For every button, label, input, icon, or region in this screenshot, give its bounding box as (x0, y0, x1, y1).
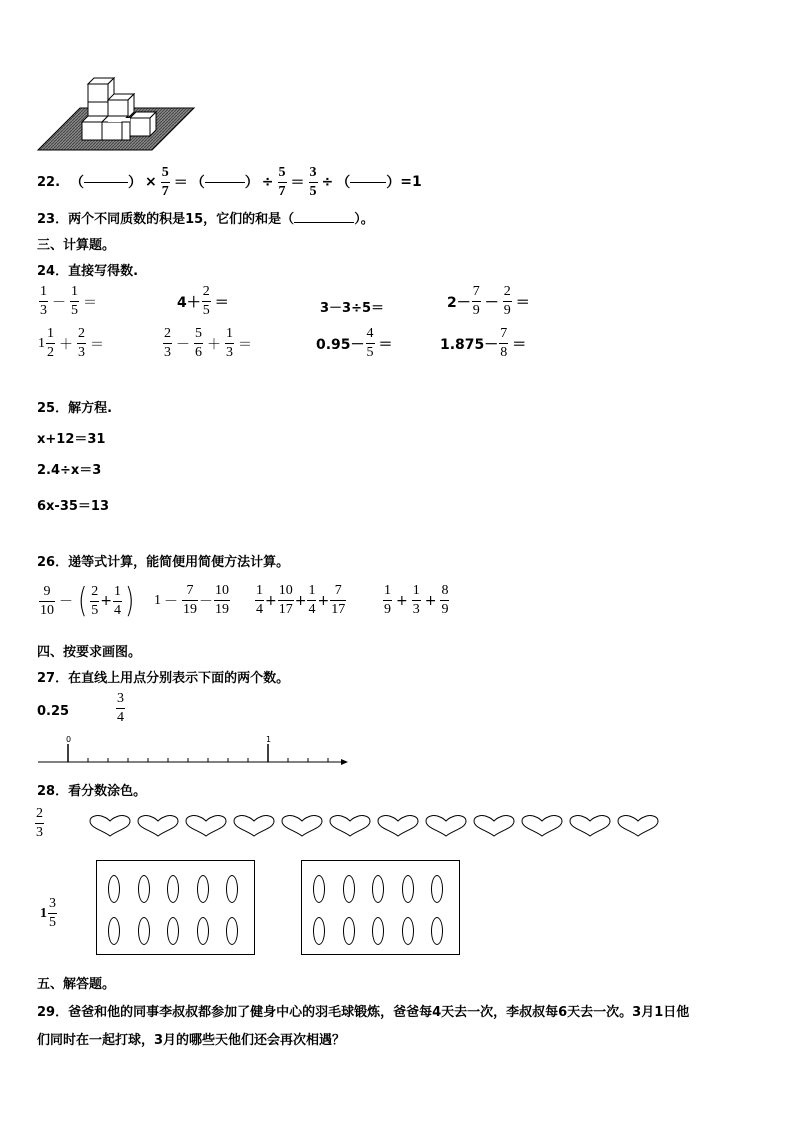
q27-value-2: $\frac{3}{4}$ (117, 691, 124, 725)
oval-shape[interactable] (313, 875, 325, 903)
q22-blank-3[interactable] (350, 182, 386, 183)
q25-equation-3: 6x-35＝13 (37, 499, 110, 514)
q28-fraction-2-3: $\frac{2}{3}$ (36, 806, 43, 840)
oval-shape[interactable] (431, 917, 443, 945)
q24-expr-3: 3－3÷5＝ (320, 301, 385, 316)
q26-expr-1: $\frac{9}{10}$ － ( $\frac{2}{5}$ + $\frac{1}{4}$ ) (40, 581, 135, 621)
oval-shape[interactable] (108, 875, 120, 903)
oval-shape[interactable] (226, 875, 238, 903)
question-24-title: 24．直接写得数. (37, 264, 139, 279)
oval-shape[interactable] (372, 875, 384, 903)
q25-equation-2: 2.4÷x＝3 (37, 463, 102, 478)
q22-blank-1[interactable] (84, 182, 128, 183)
q28-mixed-number: 1 $\frac{3}{5}$ (40, 896, 56, 930)
oval-shape[interactable] (167, 875, 179, 903)
q25-equation-1: x+12＝31 (37, 432, 106, 447)
q24-expr-6: $\frac{2}{3}$ － $\frac{5}{6}$ ＋ $\frac{1}{3}$ ＝ (164, 326, 252, 360)
question-23: 23．两个不同质数的积是15，它们的和是（ ）。 (37, 212, 374, 227)
oval-shape[interactable] (138, 875, 150, 903)
oval-shape[interactable] (197, 917, 209, 945)
heart-shape[interactable] (520, 814, 564, 838)
heart-shape[interactable] (184, 814, 228, 838)
oval-shape[interactable] (402, 917, 414, 945)
number-line-tick-1: 1 (266, 735, 272, 744)
oval-shape[interactable] (226, 917, 238, 945)
question-25-title: 25．解方程. (37, 401, 113, 416)
q26-expr-4: $\frac{1}{9}$ + $\frac{1}{3}$ + $\frac{8}{9}$ (384, 583, 449, 617)
heart-shape[interactable] (88, 814, 132, 838)
heart-shape[interactable] (376, 814, 420, 838)
heart-shape[interactable] (424, 814, 468, 838)
oval-shape[interactable] (197, 875, 209, 903)
question-29-line-2: 们同时在一起打球，3月的哪些天他们还会再次相遇？ (37, 1033, 346, 1048)
heart-shape[interactable] (280, 814, 324, 838)
question-29-line-1: 29．爸爸和他的同事李叔叔都参加了健身中心的羽毛球锻炼，爸爸每4天去一次，李叔叔每6天去一次。3月1日他 (37, 1005, 690, 1020)
question-22: 22. （ ） × $\frac{5}{7}$ ＝ （ ） ÷ $\frac{5}{7}$ ＝ $\frac{3}{5}$ ÷ （ ） =1 (37, 164, 422, 199)
number-line-tick-0: 0 (66, 735, 72, 744)
question-28-title: 28．看分数涂色。 (37, 784, 147, 799)
q26-expr-2: 1 － $\frac{7}{19}$ － $\frac{10}{19}$ (154, 583, 229, 617)
oval-shape[interactable] (343, 875, 355, 903)
number-line[interactable] (36, 734, 352, 768)
heart-shape[interactable] (472, 814, 516, 838)
q24-expr-5: 1 $\frac{1}{2}$ ＋ $\frac{2}{3}$ ＝ (38, 326, 104, 360)
section-3-heading: 三、计算题。 (37, 238, 116, 253)
q22-fraction-1: $\frac{5}{7}$ (161, 164, 169, 199)
oval-shape[interactable] (313, 917, 325, 945)
heart-shape[interactable] (136, 814, 180, 838)
q22-fraction-3: $\frac{3}{5}$ (309, 164, 317, 199)
q27-value-1: 0.25 (37, 704, 70, 719)
oval-shape[interactable] (138, 917, 150, 945)
section-4-heading: 四、按要求画图。 (37, 645, 142, 660)
q24-expr-1: $\frac{1}{3}$ － $\frac{1}{5}$ ＝ (40, 284, 97, 318)
q24-expr-7: 0.95－ $\frac{4}{5}$ ＝ (316, 326, 393, 360)
q22-fraction-2: $\frac{5}{7}$ (278, 164, 286, 199)
heart-shape[interactable] (328, 814, 372, 838)
question-27-title: 27．在直线上用点分别表示下面的两个数。 (37, 671, 290, 686)
oval-shape[interactable] (431, 875, 443, 903)
heart-shape[interactable] (232, 814, 276, 838)
oval-shape[interactable] (343, 917, 355, 945)
oval-shape[interactable] (372, 917, 384, 945)
cube-stack-figure (36, 76, 196, 156)
question-26-title: 26．递等式计算，能简便用简便方法计算。 (37, 555, 290, 570)
q24-expr-2: 4＋ $\frac{2}{5}$ ＝ (177, 284, 229, 318)
q24-expr-8: 1.875－ $\frac{7}{8}$ ＝ (440, 326, 527, 360)
oval-shape[interactable] (167, 917, 179, 945)
heart-shape[interactable] (616, 814, 660, 838)
section-5-heading: 五、解答题。 (37, 977, 116, 992)
q22-blank-2[interactable] (205, 182, 245, 183)
q23-blank[interactable] (294, 222, 354, 223)
heart-shape[interactable] (568, 814, 612, 838)
q22-number: 22. (37, 174, 61, 190)
oval-shape[interactable] (402, 875, 414, 903)
q26-expr-3: $\frac{1}{4}$ + $\frac{10}{17}$ + $\frac{1}{4}$ + $\frac{7}{17}$ (256, 583, 346, 617)
oval-shape[interactable] (108, 917, 120, 945)
q24-expr-4: 2－ $\frac{7}{9}$ － $\frac{2}{9}$ ＝ (447, 284, 530, 318)
